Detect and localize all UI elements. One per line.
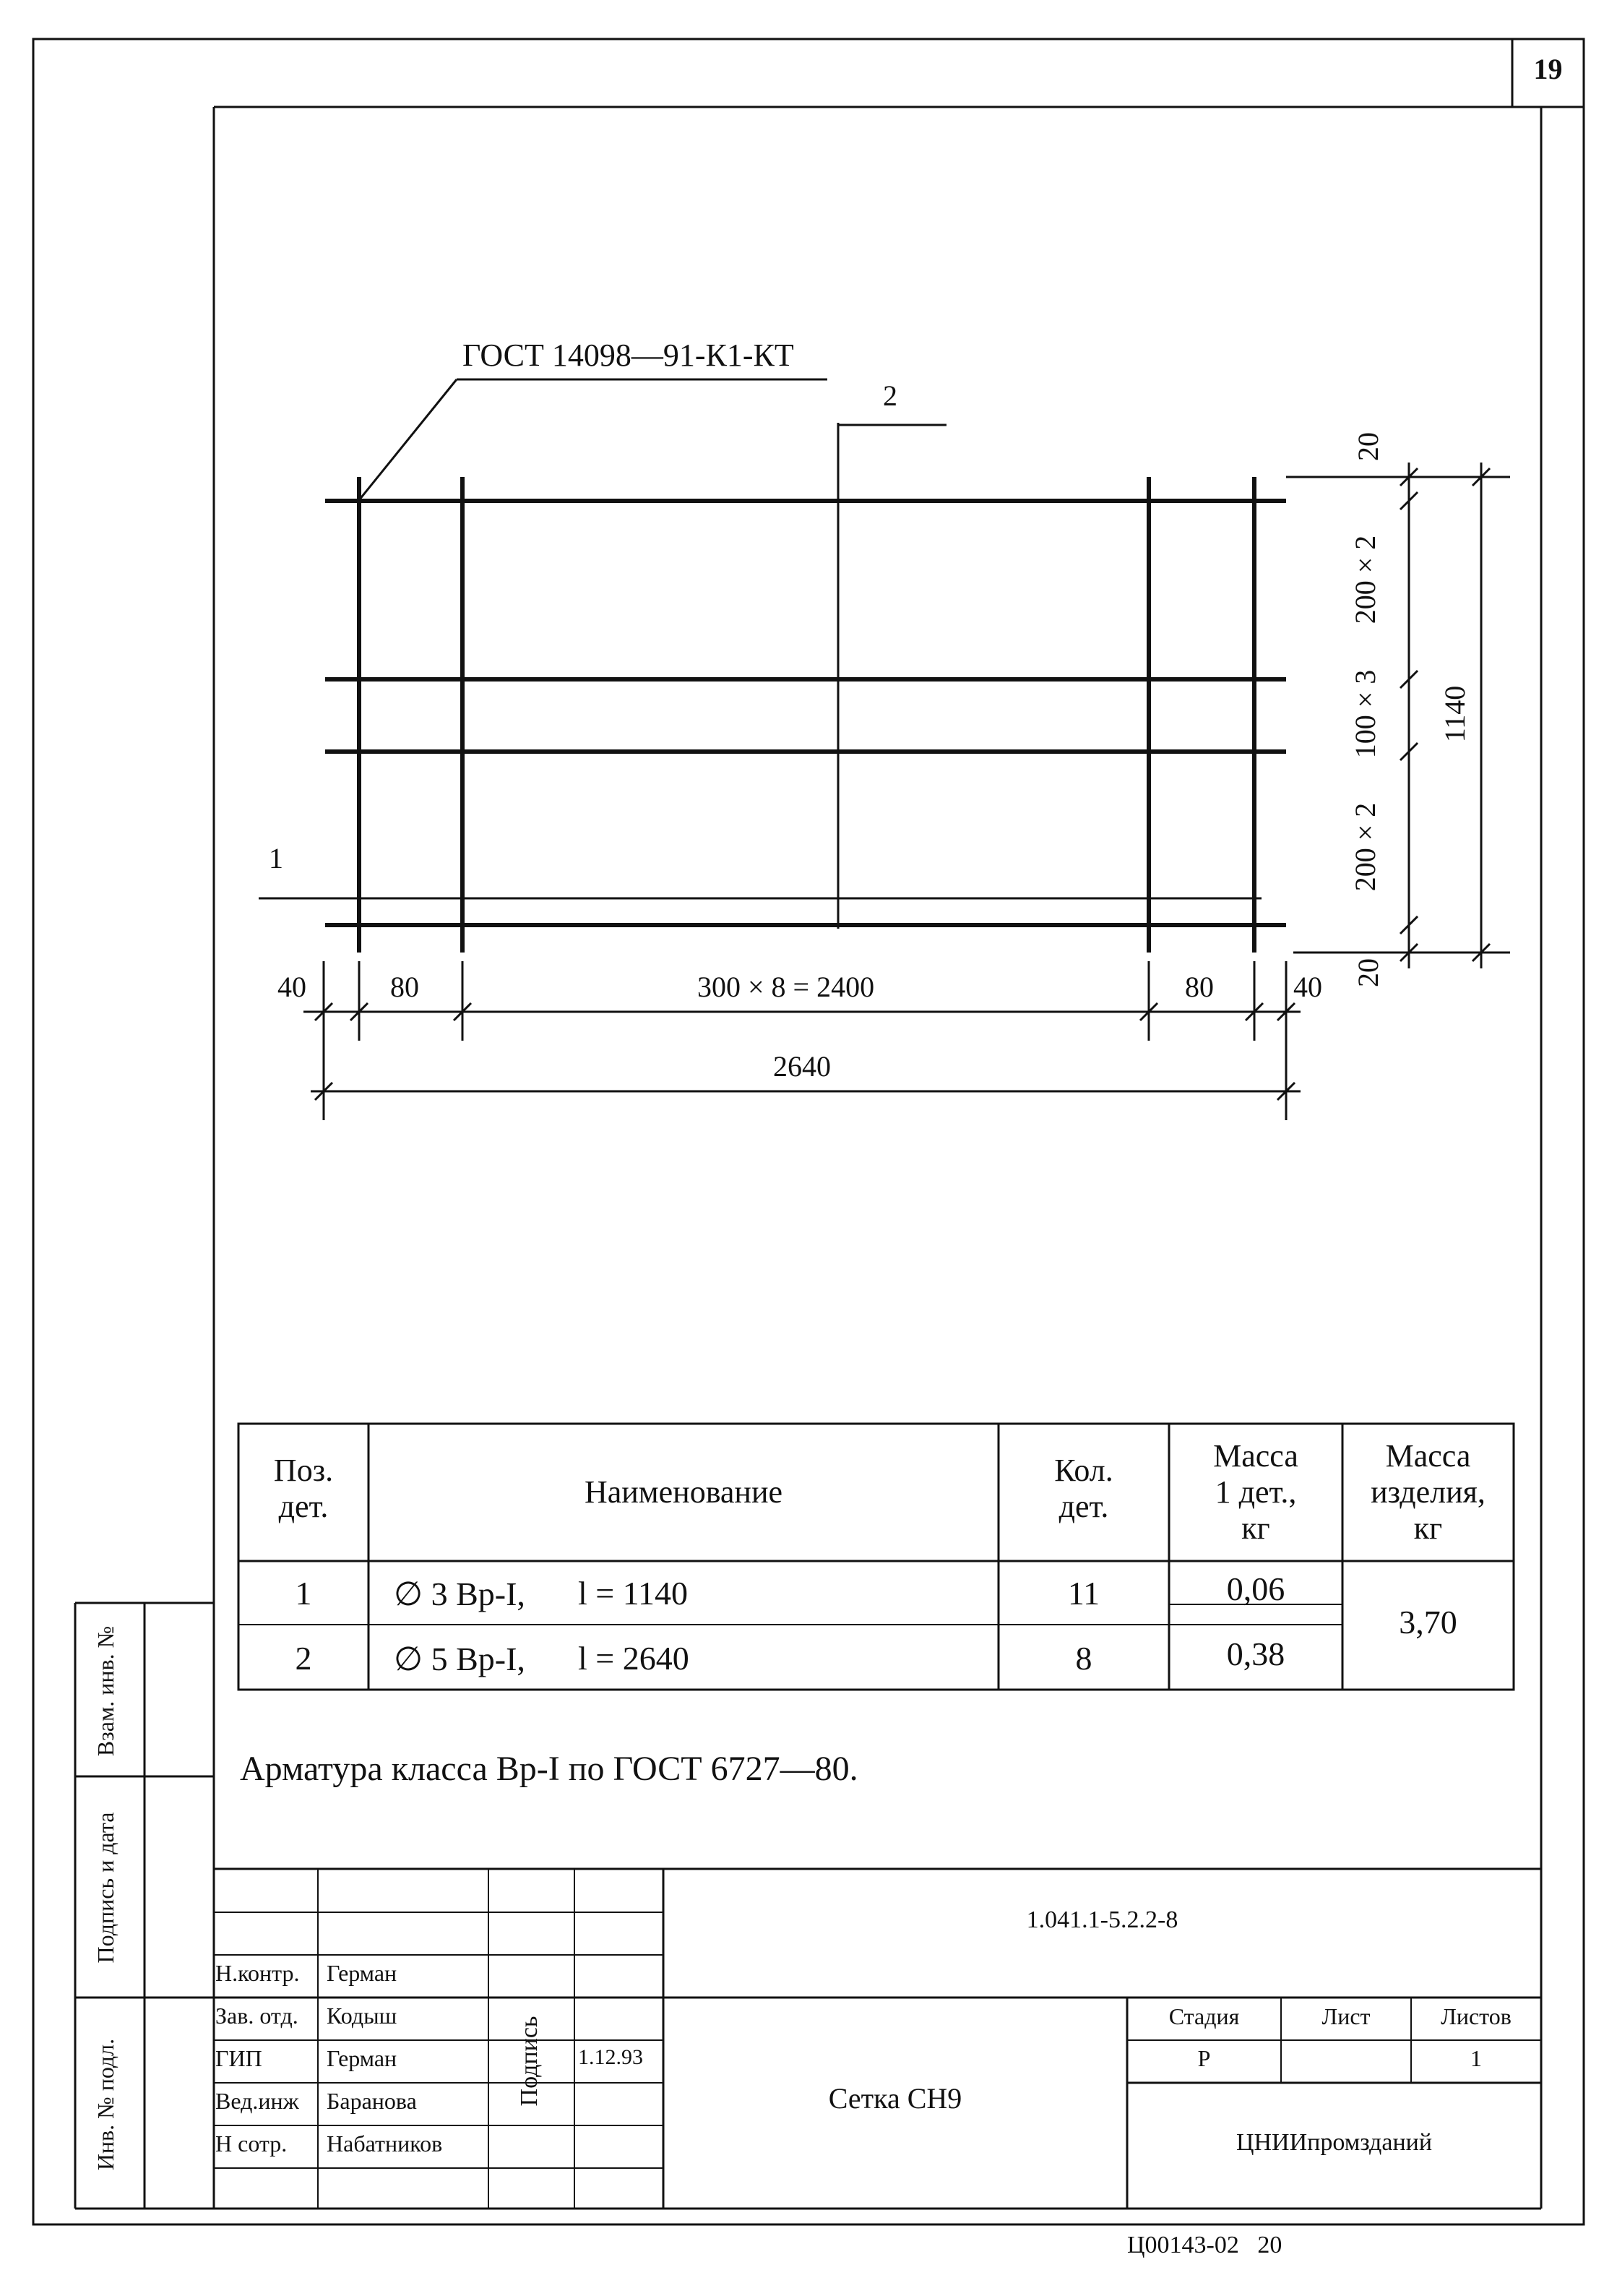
header-pos: Поз. дет.: [273, 1453, 334, 1524]
dim-80-left: 80: [390, 971, 419, 1003]
dim-middle: 300 × 8 = 2400: [697, 971, 875, 1003]
role-n-sotr: Н сотр.: [215, 2131, 288, 2157]
dim-100x3: 100 × 3: [1349, 669, 1381, 759]
row1-length: l = 1140: [578, 1575, 689, 1612]
stage-value: Р: [1197, 2045, 1211, 2071]
stamp-podpis-data: Подпись и дата: [92, 1812, 118, 1964]
dim-left-40: 40: [277, 971, 306, 1003]
name-zav-otd: Кодыш: [327, 2003, 397, 2029]
doc-code: 1.041.1-5.2.2-8: [1026, 1906, 1178, 1933]
role-n-kontr: Н.контр.: [215, 1960, 300, 1986]
header-qty: Кол. дет.: [1054, 1453, 1113, 1524]
role-ved-inzh: Вед.инж: [215, 2088, 299, 2114]
name-n-sotr: Набатников: [327, 2131, 443, 2157]
row2-mass: 0,38: [1226, 1635, 1285, 1672]
row1-qty: 11: [1067, 1575, 1100, 1612]
dim-right-40: 40: [1293, 971, 1322, 1003]
row1-diameter: ∅ 3 Вр-I,: [394, 1575, 525, 1612]
header-mass-item: Масса изделия, кг: [1371, 1438, 1486, 1546]
dim-bottom-20: 20: [1352, 958, 1384, 987]
reinforcement-note: Арматура класса Вр-I по ГОСТ 6727—80.: [240, 1750, 858, 1788]
row2-diameter: ∅ 5 Вр-I,: [394, 1641, 525, 1677]
dim-200x2-top: 200 × 2: [1349, 535, 1381, 624]
sheets-label: Листов: [1441, 2003, 1512, 2029]
row1-mass: 0,06: [1226, 1570, 1285, 1607]
name-ved-inzh: Баранова: [327, 2088, 417, 2114]
dim-80-right: 80: [1185, 971, 1214, 1003]
date: 1.12.93: [578, 2045, 643, 2069]
stamp-inv-podl: Инв. № подл.: [92, 2038, 118, 2171]
name-n-kontr: Герман: [327, 1960, 397, 1986]
role-gip: ГИП: [215, 2045, 262, 2071]
header-mass-one: Масса 1 дет., кг: [1213, 1438, 1298, 1546]
drawing-title: Сетка СН9: [828, 2082, 962, 2115]
row2-qty: 8: [1075, 1640, 1092, 1677]
position-2-label: 2: [883, 379, 897, 412]
dim-200x2-bottom: 200 × 2: [1349, 802, 1381, 892]
dim-total-width: 2640: [773, 1050, 831, 1083]
position-1-label: 1: [269, 842, 283, 874]
sheets-value: 1: [1470, 2045, 1482, 2071]
stamp-vzam-inv: Взам. инв. №: [92, 1625, 118, 1757]
row1-pos: 1: [295, 1575, 312, 1612]
sheet-label: Лист: [1321, 2003, 1371, 2029]
row2-pos: 2: [295, 1640, 312, 1677]
dim-total-height: 1140: [1439, 685, 1471, 743]
total-mass: 3,70: [1399, 1604, 1457, 1641]
dim-top-20: 20: [1352, 432, 1384, 461]
role-zav-otd: Зав. отд.: [215, 2003, 298, 2029]
footer-code: Ц00143-02 20: [1127, 2232, 1282, 2258]
header-name: Наименование: [584, 1474, 783, 1510]
stage-label: Стадия: [1168, 2003, 1240, 2029]
row2-length: l = 2640: [578, 1640, 689, 1677]
gost-callout: ГОСТ 14098—91-К1-КТ: [462, 337, 794, 373]
name-gip: Герман: [327, 2045, 397, 2071]
signature-label: Подпись: [516, 2016, 543, 2107]
organization: ЦНИИпромзданий: [1236, 2129, 1433, 2156]
page-number: 19: [1533, 53, 1563, 85]
